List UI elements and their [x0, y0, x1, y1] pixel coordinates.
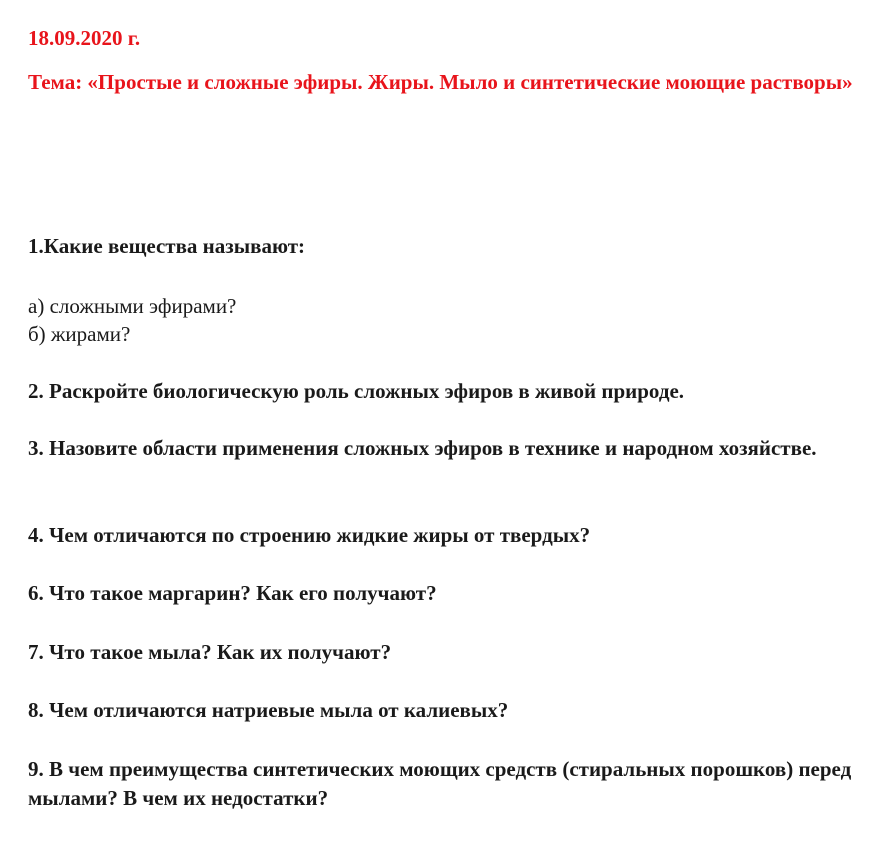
- lesson-date: 18.09.2020 г.: [28, 26, 141, 50]
- question-7: 7. Что такое мыла? Как их получают?: [28, 640, 392, 664]
- question-9: 9. В чем преимущества синтетических моющих средств (стиральных порошков) перед мылами? В чем их недостатки?: [28, 757, 852, 810]
- question-6: 6. Что такое маргарин? Как его получают?: [28, 581, 437, 605]
- lesson-topic: Тема: «Простые и сложные эфиры. Жиры. Мыло и синтетические моющие растворы»: [28, 70, 853, 94]
- question-2: 2. Раскройте биологическую роль сложных эфиров в живой природе.: [28, 379, 685, 403]
- question-8: 8. Чем отличаются натриевые мыла от калиевых?: [28, 698, 509, 722]
- question-1: 1.Какие вещества называют:: [28, 234, 306, 258]
- question-1-option-b: б) жирами?: [28, 322, 131, 346]
- question-4: 4. Чем отличаются по строению жидкие жиры от твердых?: [28, 523, 591, 547]
- question-1-option-a: а) сложными эфирами?: [28, 294, 237, 318]
- question-3: 3. Назовите области применения сложных эфиров в технике и народном хозяйстве.: [28, 436, 817, 460]
